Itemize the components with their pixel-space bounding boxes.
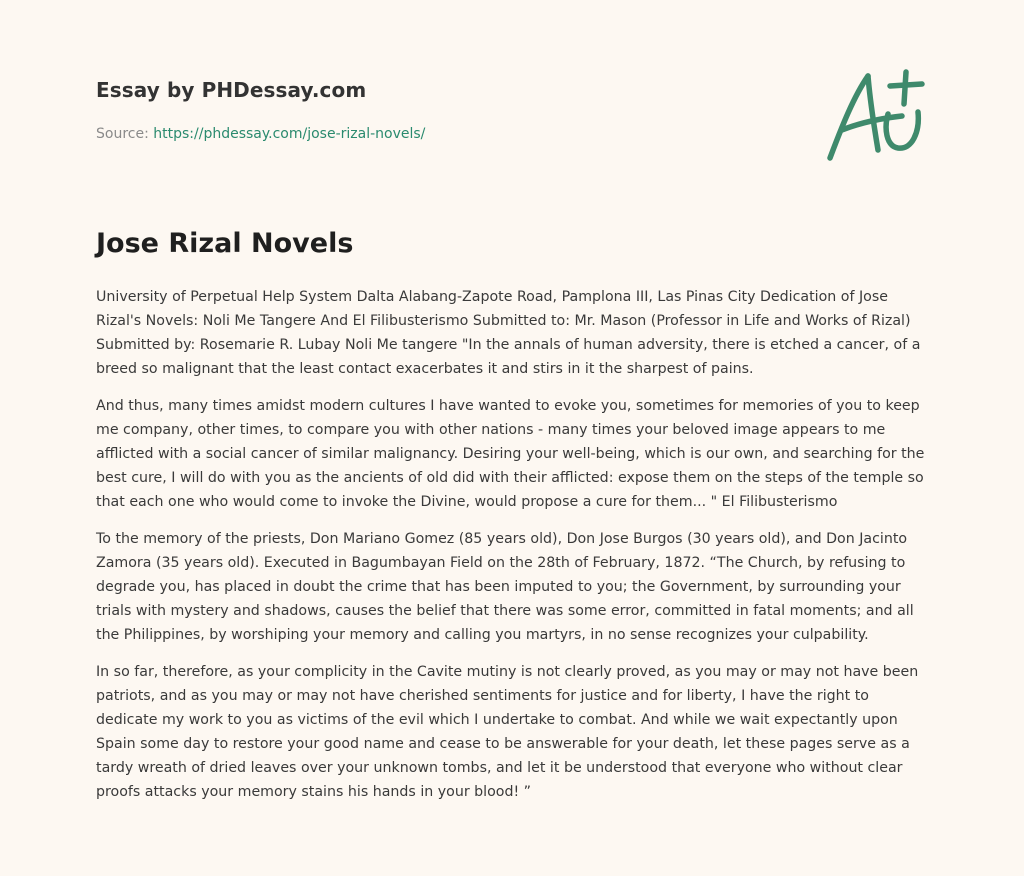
source-label: Source: [96, 126, 154, 142]
page-header [96, 76, 656, 144]
essay-paragraph: And thus, many times amidst modern cultures I have wanted to evoke you, sometimes for memories of you to keep me company, other times, to compare you with other nations - many times your beloved image appears to me afflicted with a social cancer of similar malignancy. Desiring your well-being, which is our own, and searching for the best cure, I will do with you as the ancients of old did with their afflicted: expose them on the steps of the temple so that each one who would come to invoke the Divine, would propose a cure for them... " El Filibusterismo [96, 398, 925, 510]
source-link[interactable]: https://phdessay.com/jose-rizal-novels/ [153, 126, 426, 142]
essay-paragraph: In so far, therefore, as your complicity in the Cavite mutiny is not clearly proved, as you may or may not have been patriots, and as you may or may not have cherished sentiments for justice and for liberty, I have the right to dedicate my work to you as victims of the evil which I undertake to combat. And while we wait expectantly upon Spain some day to restore your good name and cease to be answerable for your death, let these pages serve as a tardy wreath of dried leaves over your unknown tombs, and let it be understood that everyone who without clear proofs attacks your memory stains his hands in your blood! ” [96, 664, 919, 800]
essay-body [96, 285, 934, 817]
site-title: Essay by PHDessay.com [96, 78, 367, 102]
a-plus-logo-icon [822, 66, 932, 166]
source-line [96, 124, 656, 144]
essay-paragraph: University of Perpetual Help System Dalta Alabang-Zapote Road, Pamplona III, Las Pinas City Dedication of Jose Rizal's Novels: Noli Me Tangere And El Filibusterismo Submitted to: Mr. Mason (Professor in Life and Works of Rizal) Submitted by: Rosemarie R. Lubay Noli Me tangere "In the annals of human adversity, there is etched a cancer, of a breed so malignant that the least contact exacerbates it and stirs in it the sharpest of pains. [96, 289, 921, 377]
essay-paragraph: To the memory of the priests, Don Mariano Gomez (85 years old), Don Jose Burgos (30 years old), and Don Jacinto Zamora (35 years old). Executed in Bagumbayan Field on the 28th of February, 1872. “The Church, by refusing to degrade you, has placed in doubt the crime that has been imputed to you; the Government, by surrounding your trials with mystery and shadows, causes the belief that there was some error, committed in fatal moments; and all the Philippines, by worshiping your memory and calling you martyrs, in no sense recognizes your culpability. [96, 531, 914, 643]
essay-title: Jose Rizal Novels [96, 228, 354, 259]
